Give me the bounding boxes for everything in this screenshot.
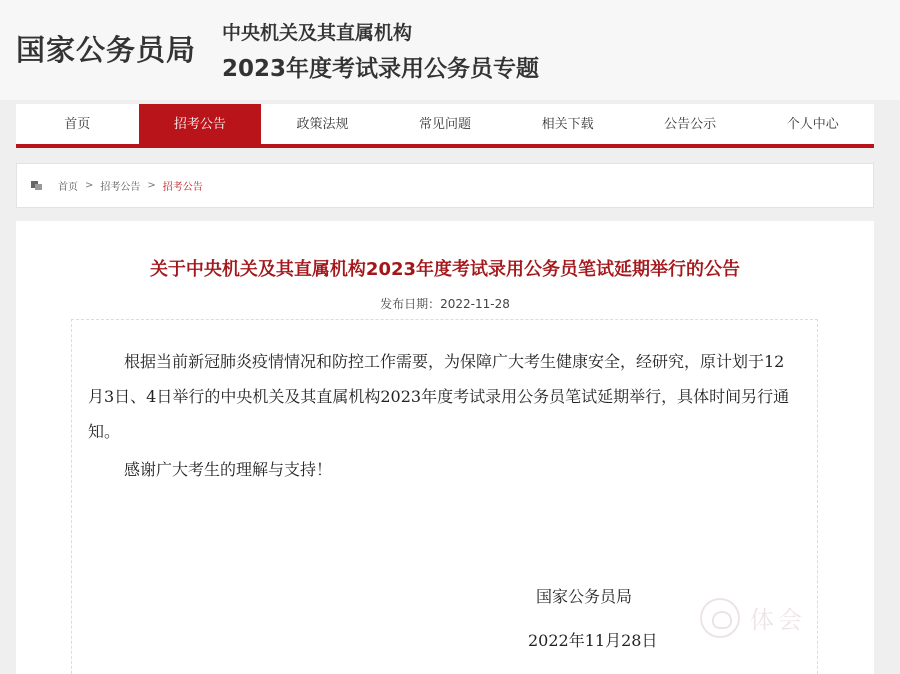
main-nav <box>16 104 874 148</box>
publish-date-label: 发布日期： <box>380 297 441 311</box>
nav-item-announcements[interactable]: 公告公示 <box>664 117 717 132</box>
breadcrumb-item-recruitment[interactable]: 招考公告 <box>100 182 141 193</box>
article-title: 关于中央机关及其直属机构2023年度考试录用公务员笔试延期举行的公告 <box>149 259 741 280</box>
breadcrumb-separator: > <box>85 180 94 191</box>
home-icon <box>31 181 42 190</box>
header-subtitle-line2: 2023年度考试录用公务员专题 <box>222 56 540 82</box>
breadcrumb-separator: > <box>147 180 156 191</box>
nav-item-home[interactable]: 首页 <box>64 117 91 132</box>
breadcrumb-item-home[interactable]: 首页 <box>58 182 78 193</box>
article-paragraph: 根据当前新冠肺炎疫情情况和防控工作需要，为保障广大考生健康安全，经研究，原计划于12月3日、4日举行的中央机关及其直属机构2023年度考试录用公务员笔试延期举行，具体时间另行通知。 <box>88 352 790 441</box>
heart-logo-icon <box>700 598 740 638</box>
article-paragraph: 感谢广大考生的理解与支持！ <box>124 460 333 479</box>
nav-item-recruitment-notice[interactable]: 招考公告 <box>139 104 262 144</box>
watermark <box>700 598 820 642</box>
breadcrumb-item-current[interactable]: 招考公告 <box>162 182 203 193</box>
nav-item-downloads[interactable]: 相关下载 <box>541 117 594 132</box>
signature-organization: 国家公务员局 <box>536 587 633 606</box>
breadcrumb <box>16 163 874 208</box>
header-subtitle-line1: 中央机关及其直属机构 <box>222 22 413 44</box>
watermark-text: 体会 <box>750 606 806 634</box>
site-logo-text[interactable]: 国家公务员局 <box>16 33 197 67</box>
signature-date: 2022年11月28日 <box>528 631 658 650</box>
site-header <box>0 0 900 100</box>
publish-date-value: 2022-11-28 <box>440 297 510 311</box>
nav-item-policies[interactable]: 政策法规 <box>296 117 349 132</box>
nav-item-personal-center[interactable]: 个人中心 <box>786 117 839 132</box>
publish-date <box>16 295 874 312</box>
nav-item-faq[interactable]: 常见问题 <box>419 117 472 132</box>
